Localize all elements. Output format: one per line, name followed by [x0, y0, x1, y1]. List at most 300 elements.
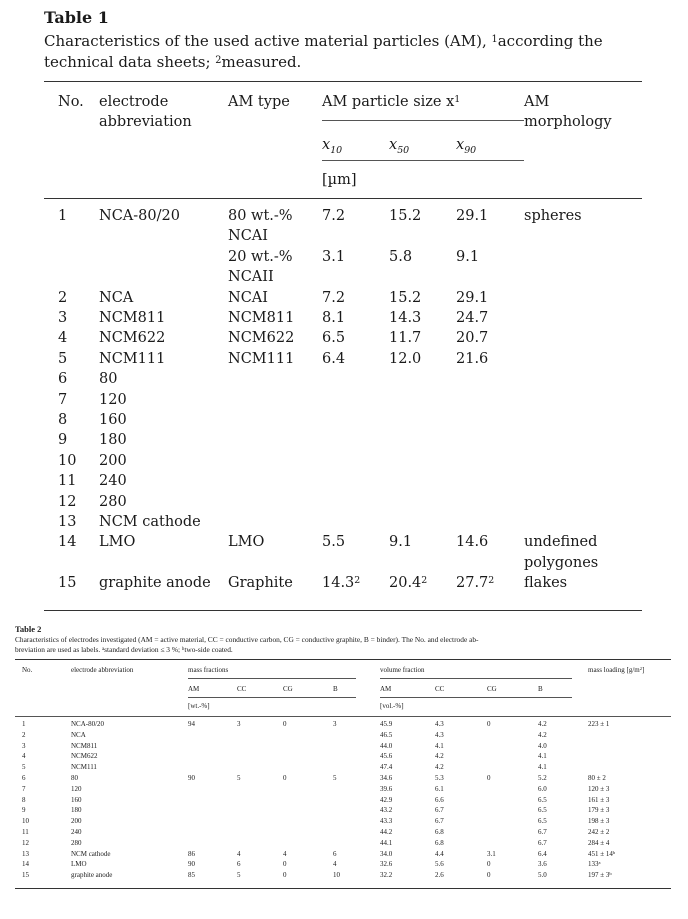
cell-x50-text: 12.0	[389, 350, 422, 367]
cell-am-type-text: NCAI	[228, 289, 268, 306]
t2-cell-vcc	[435, 850, 444, 859]
t2-cell-no	[22, 742, 26, 751]
cell-abbr	[99, 288, 133, 308]
t2-cell-vcc	[435, 785, 444, 794]
t2-cell-vb-text: 4.0	[538, 741, 547, 750]
t2-cell-no	[22, 720, 26, 729]
cell-abbr-text: NCM622	[99, 330, 166, 347]
cell-abbr	[99, 451, 127, 471]
cell-no-text: 9	[58, 432, 68, 449]
measured-footnote-marker: 2	[488, 574, 495, 586]
cell-no	[58, 512, 76, 532]
t2-cell-vcc-text: 2.6	[435, 871, 444, 880]
cell-x50-text: 11.7	[389, 330, 422, 347]
cell-x50	[389, 247, 412, 267]
t2-cell-cg	[283, 720, 287, 729]
footnote-marker: b	[609, 871, 612, 877]
cell-no	[58, 369, 67, 389]
t2-cell-vcc	[435, 720, 444, 729]
t2-cell-mass-loading-text: 198 ± 3	[588, 817, 610, 826]
t2-cell-cg-text: 0	[283, 720, 287, 728]
t2-cell-b	[333, 774, 337, 783]
cell-no-text: 3	[58, 310, 68, 326]
t2-cell-vb	[538, 774, 547, 783]
t2-header-loading: mass loading $[g/m^2]$	[588, 665, 645, 674]
cell-x90-text: 9.1	[456, 248, 480, 265]
cell-no	[58, 430, 67, 450]
cell-x10-text: 7.2	[322, 208, 346, 224]
t2-cell-abbr-text: NCA-80/20	[71, 720, 105, 728]
t2-cell-vcc-text: 6.7	[435, 806, 444, 815]
cell-abbr-text: NCM111	[99, 350, 166, 367]
cell-abbr	[99, 573, 211, 593]
cell-no	[58, 410, 67, 430]
t2-cell-vb	[538, 796, 547, 805]
cell-x50	[389, 206, 421, 226]
t2-cell-vam-text: 32.6	[380, 860, 393, 869]
t2-cell-mass-loading	[588, 774, 606, 783]
cell-morph-text: flakes	[524, 575, 568, 592]
t2-volume-rule	[380, 678, 572, 679]
cell-x90	[456, 573, 494, 593]
cell-no	[58, 532, 76, 552]
t2-cell-abbr-text: 160	[71, 795, 82, 804]
table-2-header-rule	[15, 716, 671, 717]
t2-cell-vam	[380, 752, 392, 761]
t2-cell-vcg	[487, 720, 491, 729]
t2-cell-vcc-text: 6.8	[435, 838, 444, 847]
t2-header-vcg: CG	[487, 685, 497, 693]
cell-x50	[389, 573, 427, 593]
cell-no-text: 5	[58, 350, 68, 367]
t2-cell-vb	[538, 806, 547, 815]
t2-cell-mass-loading	[588, 796, 609, 805]
t2-cell-vb-text: 5.0	[538, 871, 547, 880]
cell-x90-text: 24.7	[456, 310, 489, 326]
t2-cell-am-text: 86	[188, 849, 195, 858]
cell-abbr	[99, 349, 165, 369]
t2-cell-vb-text: 6.5	[538, 806, 547, 815]
cell-am-type-text: NCM111	[228, 350, 295, 367]
cell-x50	[389, 288, 421, 308]
cell-am-type	[228, 247, 293, 267]
t2-cell-am	[188, 871, 195, 880]
cell-x50-text: 15.2	[389, 208, 422, 224]
t2-cell-vcg	[487, 871, 491, 880]
t2-cell-abbr	[71, 752, 97, 761]
t2-cell-no-text: 2	[22, 730, 26, 739]
cell-x90-text: 27.7	[456, 575, 489, 592]
cell-abbr	[99, 308, 165, 328]
t2-cell-vcc	[435, 860, 444, 869]
cell-x10-text: 6.5	[322, 330, 346, 347]
cell-no-text: 12	[58, 493, 77, 510]
t2-cell-abbr-text: NCM622	[71, 752, 98, 761]
t2-cell-vcg-text: 0	[487, 720, 491, 728]
cell-x10-text: 14.3	[322, 575, 355, 592]
t2-cell-vb-text: 6.4	[538, 849, 547, 858]
measured-footnote-marker: 2	[421, 574, 428, 586]
cell-x90	[456, 247, 479, 267]
t2-cell-vcg	[487, 860, 491, 869]
t2-cell-no-text: 15	[22, 871, 29, 880]
t2-cell-am-text: 94	[188, 720, 195, 728]
t2-cell-vam	[380, 720, 392, 729]
cell-no	[58, 288, 67, 308]
t2-header-cc: CC	[237, 685, 247, 693]
cell-abbr	[99, 492, 127, 512]
cell-no	[58, 492, 76, 512]
cell-x10	[322, 328, 345, 348]
cell-x50-text: 15.2	[389, 289, 422, 306]
cell-no-text: 7	[58, 391, 68, 408]
cell-morph-text: polygones	[524, 554, 599, 571]
t2-cell-vcc	[435, 742, 444, 751]
t2-cell-vam	[380, 806, 392, 815]
cell-x90-text: 29.1	[456, 289, 489, 306]
t2-cell-no	[22, 860, 29, 869]
t2-cell-cg-text: 0	[283, 860, 287, 869]
t2-cell-vcg-text: 0	[487, 871, 491, 880]
t2-cell-am	[188, 860, 195, 869]
cell-abbr	[99, 369, 117, 389]
cell-x10	[322, 288, 345, 308]
cell-no-text: 8	[58, 412, 68, 428]
t2-cell-vam	[380, 817, 392, 826]
cell-no-text: 1	[58, 208, 68, 224]
t2-cell-vcc	[435, 871, 444, 880]
cell-abbr-text: 180	[99, 432, 127, 449]
t2-cell-vam	[380, 850, 392, 859]
t2-cell-vb	[538, 839, 547, 848]
t2-cell-mass-loading	[588, 871, 612, 880]
t2-cell-abbr-text: NCA	[71, 730, 86, 739]
t2-cell-cg	[283, 850, 287, 859]
cell-abbr-text: NCA	[99, 289, 134, 306]
cell-no	[58, 206, 67, 226]
cell-x10	[322, 206, 345, 226]
t2-cell-mass-loading	[588, 860, 601, 869]
t2-cell-vam	[380, 731, 392, 740]
t2-cell-b-text: 6	[333, 849, 337, 858]
cell-am-type	[228, 288, 268, 308]
cell-abbr-text: LMO	[99, 534, 136, 551]
t2-cell-mass-loading-text: 197 ± 3	[588, 871, 610, 880]
t2-cell-vcc-text: 6.6	[435, 795, 444, 804]
t2-cell-am	[188, 850, 195, 859]
cell-morph	[524, 553, 598, 573]
t2-cell-no	[22, 752, 26, 761]
t2-cell-vb-text: 6.0	[538, 784, 547, 793]
t2-cell-no	[22, 785, 26, 794]
t2-cell-vb	[538, 720, 547, 729]
t2-cell-mass-loading	[588, 828, 609, 837]
cell-x10	[322, 532, 345, 552]
t2-cell-cc	[237, 850, 241, 859]
t2-cell-mass-loading-text: 120 ± 3	[588, 784, 610, 793]
cell-x50-text: 9.1	[389, 534, 413, 551]
t2-header-am: AM	[188, 685, 200, 693]
t2-cell-b	[333, 860, 337, 869]
t2-cell-vam-text: 43.2	[380, 806, 393, 815]
t2-cell-vcg	[487, 774, 491, 783]
cell-morph	[524, 573, 567, 593]
header-x90: $x_{90}$	[456, 137, 477, 156]
header-unit: [µm]	[322, 172, 357, 188]
cell-abbr	[99, 430, 127, 450]
cell-x90-text: 21.6	[456, 350, 489, 367]
t2-cell-vb-text: 4.2	[538, 730, 547, 739]
t2-cell-no-text: 5	[22, 763, 26, 772]
t2-cell-abbr	[71, 774, 78, 783]
cell-abbr	[99, 410, 127, 430]
t2-cell-no-text: 9	[22, 806, 26, 815]
table-1-grid	[44, 82, 642, 610]
cell-am-type-text: NCAII	[228, 269, 274, 286]
t2-cell-vcc-text: 4.2	[435, 752, 444, 761]
t2-cell-vcc-text: 6.7	[435, 817, 444, 826]
t2-cell-vcc	[435, 806, 444, 815]
cell-no-text: 15	[58, 575, 77, 592]
cell-abbr-text: 240	[99, 473, 127, 490]
t2-cell-no-text: 13	[22, 849, 29, 858]
cell-abbr-text: NCA-80/20	[99, 208, 180, 224]
cell-abbr-text: 120	[99, 391, 127, 408]
t2-cell-cg	[283, 774, 287, 783]
t2-cell-cc-text: 5	[237, 871, 241, 880]
cell-x10-text: 3.1	[322, 248, 346, 265]
cell-morph	[524, 206, 582, 226]
t2-cell-no-text: 6	[22, 774, 26, 782]
cell-abbr-text: 160	[99, 412, 127, 428]
t2-cell-abbr	[71, 860, 87, 869]
header-am-type: AM type	[228, 94, 290, 110]
cell-x50	[389, 328, 421, 348]
cell-x50-text: 14.3	[389, 310, 422, 326]
t2-cell-mass-loading-text: 133	[588, 860, 599, 869]
t2-cell-vcg-text: 0	[487, 860, 491, 869]
t2-cell-no	[22, 806, 26, 815]
cell-am-type-text: NCM622	[228, 330, 295, 347]
t2-header-mass: mass fractions	[188, 666, 229, 674]
t2-cell-mass-loading-text: 80 ± 2	[588, 774, 606, 782]
t2-cell-vcc	[435, 796, 444, 805]
t2-cell-abbr-text: 180	[71, 806, 82, 815]
t2-cell-vcc	[435, 774, 444, 783]
t2-cell-abbr	[71, 839, 82, 848]
t2-cell-vb-text: 6.7	[538, 838, 547, 847]
t2-header-unit-vol: [vol.-%]	[380, 702, 404, 710]
t2-cell-vcc	[435, 817, 444, 826]
cell-x90	[456, 328, 488, 348]
cell-x90	[456, 532, 488, 552]
t2-cell-b-text: 4	[333, 860, 337, 869]
cell-am-type	[228, 349, 294, 369]
cell-no-text: 4	[58, 330, 68, 347]
t2-cell-vcc-text: 4.4	[435, 849, 444, 858]
t2-cell-vcc-text: 6.8	[435, 828, 444, 836]
t2-cell-no-text: 7	[22, 784, 26, 793]
t2-cell-vcc	[435, 763, 444, 772]
t2-cell-abbr	[71, 796, 82, 805]
cell-no	[58, 328, 67, 348]
t2-cell-vb	[538, 860, 547, 869]
t2-cell-mass-loading	[588, 720, 609, 729]
t2-cell-cc-text: 3	[237, 720, 241, 728]
cell-no	[58, 390, 67, 410]
cell-abbr	[99, 512, 201, 532]
t2-cell-no-text: 1	[22, 720, 26, 728]
t2-cell-vb	[538, 742, 547, 751]
cell-morph	[524, 532, 597, 552]
cell-no	[58, 471, 76, 491]
cell-x90	[456, 349, 488, 369]
cell-abbr-text: NCM811	[99, 310, 166, 326]
t2-cell-cc	[237, 860, 241, 869]
t2-cell-vam	[380, 839, 392, 848]
t2-cell-no	[22, 763, 26, 772]
cell-x50	[389, 308, 421, 328]
table-1-subheader-rule	[322, 160, 524, 161]
cell-x10	[322, 349, 345, 369]
cell-abbr-text: graphite anode	[99, 575, 211, 592]
t2-cell-vam	[380, 860, 392, 869]
t2-cell-am	[188, 720, 195, 729]
t2-cell-mass-loading	[588, 839, 609, 848]
t2-cell-abbr	[71, 828, 82, 837]
t2-cell-no	[22, 796, 26, 805]
t2-cell-vb	[538, 817, 547, 826]
t2-cell-abbr-text: graphite anode	[71, 871, 113, 880]
header-morph-1: AM	[524, 94, 550, 110]
t2-cell-vb	[538, 828, 547, 837]
t2-cell-no-text: 10	[22, 817, 29, 826]
measured-footnote-marker: 2	[354, 574, 361, 586]
cell-am-type	[228, 308, 294, 328]
t2-cell-vam-text: 32.2	[380, 871, 393, 880]
t2-cell-mass-loading-text: 179 ± 3	[588, 806, 610, 815]
cell-am-type-text: NCAI	[228, 228, 268, 245]
t2-header-abbr: electrode abbreviation	[71, 666, 134, 674]
t2-cell-vcc-text: 5.3	[435, 774, 444, 782]
cell-abbr-text: 280	[99, 493, 127, 510]
t2-cell-b-text: 10	[333, 871, 340, 880]
t2-cell-abbr-text: 200	[71, 817, 82, 826]
cell-no-text: 14	[58, 534, 77, 551]
t2-cell-vcc	[435, 731, 444, 740]
cell-am-type	[228, 532, 264, 552]
t2-cell-mass-loading	[588, 785, 609, 794]
table-2-grid	[15, 660, 671, 888]
t2-cell-vb	[538, 871, 547, 880]
t2-cell-vcg	[487, 850, 496, 859]
t2-cell-no-text: 8	[22, 795, 26, 804]
footnote-marker: a	[598, 860, 601, 866]
t2-cell-vam-text: 44.0	[380, 741, 393, 750]
t2-cell-cg-text: 0	[283, 871, 287, 880]
t2-cell-vb	[538, 763, 547, 772]
t2-cell-vam	[380, 796, 392, 805]
cell-am-type-text: NCM811	[228, 310, 295, 326]
t2-cell-abbr	[71, 850, 110, 859]
t2-header-unit-wt: [wt.-%]	[188, 702, 210, 710]
cell-x90-text: 14.6	[456, 534, 489, 551]
t2-cell-cg-text: 4	[283, 849, 287, 858]
t2-cell-vam-text: 34.0	[380, 849, 393, 858]
cell-abbr-text: NCM cathode	[99, 514, 201, 530]
cell-am-type	[228, 328, 294, 348]
cell-x90-text: 29.1	[456, 208, 489, 224]
t2-cell-am	[188, 774, 195, 783]
t2-cell-b	[333, 871, 340, 880]
cell-am-type-text: 80 wt.-%	[228, 208, 293, 224]
t2-cell-am-text: 85	[188, 871, 195, 880]
t2-cell-no-text: 11	[22, 828, 29, 836]
t2-cell-vam	[380, 871, 392, 880]
t2-cell-cc-text: 6	[237, 860, 241, 869]
header-size: AM particle size $x^1$	[322, 93, 461, 110]
t2-cell-abbr-text: NCM cathode	[71, 849, 111, 858]
t2-cell-vb	[538, 785, 547, 794]
t2-cell-abbr	[71, 720, 104, 729]
t2-mass-sub-rule	[188, 697, 356, 698]
cell-x50	[389, 349, 421, 369]
t2-cell-b	[333, 850, 337, 859]
cell-x50-text: 20.4	[389, 575, 422, 592]
t2-cell-vam-text: 45.9	[380, 720, 393, 728]
t2-cell-no-text: 12	[22, 838, 29, 847]
t2-cell-vam-text: 42.9	[380, 795, 393, 804]
table-2-label: Table 2	[15, 624, 42, 634]
t2-cell-vam-text: 34.6	[380, 774, 393, 782]
t2-header-no: No.	[22, 666, 33, 674]
cell-x90	[456, 206, 488, 226]
cell-no	[58, 451, 76, 471]
t2-cell-vb-text: 6.5	[538, 817, 547, 826]
t2-cell-cc-text: 5	[237, 774, 241, 782]
cell-x90-text: 20.7	[456, 330, 489, 347]
header-abbr-1: electrode	[99, 94, 169, 110]
cell-x10	[322, 573, 360, 593]
t2-header-vam: AM	[380, 685, 392, 693]
cell-x90	[456, 288, 488, 308]
t2-cell-vcc	[435, 752, 444, 761]
t2-cell-no	[22, 828, 29, 837]
cell-am-type	[228, 267, 274, 287]
t2-cell-vcc-text: 5.6	[435, 860, 444, 869]
t2-volume-sub-rule	[380, 697, 572, 698]
t2-cell-abbr	[71, 731, 86, 740]
footnote-marker: b	[612, 849, 616, 855]
cell-x90	[456, 308, 488, 328]
cell-x10	[322, 308, 345, 328]
t2-cell-cc	[237, 720, 241, 729]
cell-x50	[389, 532, 412, 552]
cell-x50-text: 5.8	[389, 248, 413, 265]
t2-cell-abbr-text: 280	[71, 838, 82, 847]
cell-abbr	[99, 328, 165, 348]
t2-cell-vam-text: 47.4	[380, 763, 393, 772]
t2-cell-vam-text: 43.3	[380, 817, 393, 826]
table-2	[15, 624, 671, 889]
t2-header-vb: B	[538, 685, 543, 693]
t2-cell-vb	[538, 752, 547, 761]
t2-header-vcc: CC	[435, 685, 445, 693]
table-1-caption: Characteristics of the used active material particles (AM), $^1$according the technical data sheets; $^2$measured.	[44, 32, 603, 71]
table-2-bottom-rule	[15, 888, 671, 889]
t2-header-b: B	[333, 685, 338, 693]
t2-mass-rule	[188, 678, 356, 679]
